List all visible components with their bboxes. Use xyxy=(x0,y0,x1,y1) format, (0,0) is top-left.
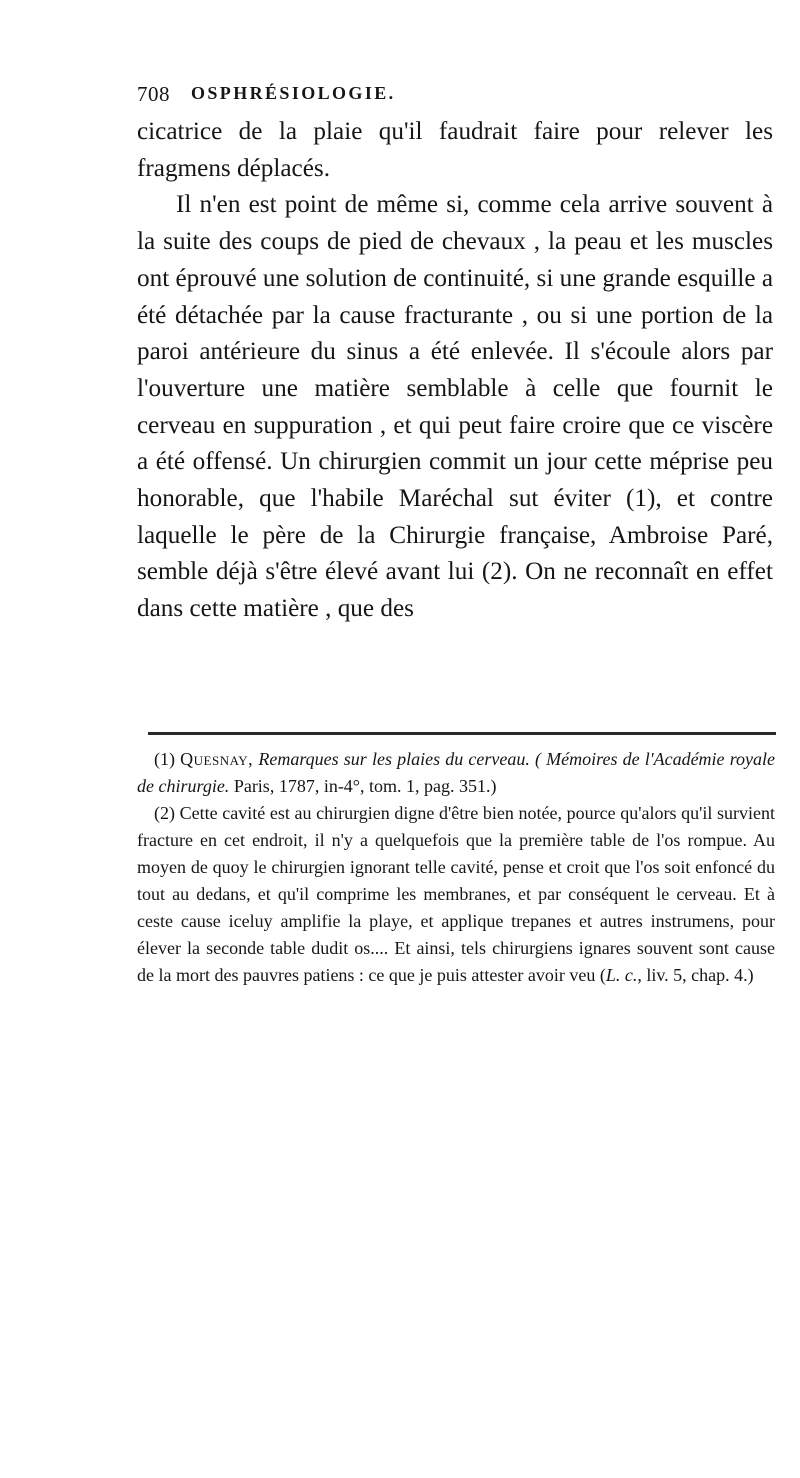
footnote-2-citation-source: L. c. xyxy=(605,965,638,985)
footnote-2-text: (2) Cette cavité est au chirurgien digne d'être bien notée, pource qu'alors qu'il survient fracture en cet endroit, il n'y a quelquefois que la première table de l'os rompue. Au moyen de quoy le chirurgien ignorant telle cavité, pense et croit que l'os soit enfoncé du tout au dedans, et qu'il comprime les membranes, et par conséquent le cerveau. Et à ceste cause iceluy amplifie la playe, et applique trepanes et autres instrumens, pour élever la seconde table dudit os.... Et ainsi, tels chirurgiens ignares souvent sont cause de la mort des pauvres patiens : ce que je puis attester avoir veu xyxy=(137,803,775,985)
footnotes xyxy=(137,746,775,989)
footnote-1-author: Quesnay, xyxy=(180,749,254,769)
footnote-1-marker: (1) xyxy=(154,749,175,769)
footnote-2 xyxy=(137,800,775,989)
running-title: OSPHRÉSIOLOGIE. xyxy=(191,83,396,103)
footnote-1-title: Remarques sur les plaies du cerveau. ( Mémoires de l'Académie royale de chirurgie. xyxy=(137,749,776,796)
footnote-2-citation-open: ( xyxy=(599,965,606,985)
page-number: 708 xyxy=(137,82,170,106)
main-text xyxy=(137,114,773,628)
footnote-1 xyxy=(137,746,775,800)
paragraph-continuation: cicatrice de la plaie qu'il faudrait faire pour relever les fragmens déplacés. xyxy=(137,118,773,182)
footnote-2-citation-location: , liv. 5, chap. 4.) xyxy=(637,965,754,985)
footnote-1-reference: Paris, 1787, in-4°, tom. 1, pag. 351.) xyxy=(233,776,497,796)
footnote-separator-rule xyxy=(148,732,776,735)
page-header xyxy=(137,82,777,112)
paragraph: Il n'en est point de même si, comme cela arrive souvent à la suite des coups de pied de chevaux , la peau et les muscles ont éprouvé une solution de continuité, si une grande esquille a été détachée par la cause fracturante , ou si une portion de la paroi antérieure du sinus a été enlevée. Il s'écoule alors par l'ouverture une matière semblable à celle que fournit le cerveau en suppuration , et qui peut faire croire que ce viscère a été offensé. Un chirurgien commit un jour cette méprise peu honorable, que l'habile Maréchal sut éviter (1), et contre laquelle le père de la Chirurgie française, Ambroise Paré, semble déjà s'être élevé avant lui (2). On ne reconnaît en effet dans cette matière , que des xyxy=(137,191,773,623)
